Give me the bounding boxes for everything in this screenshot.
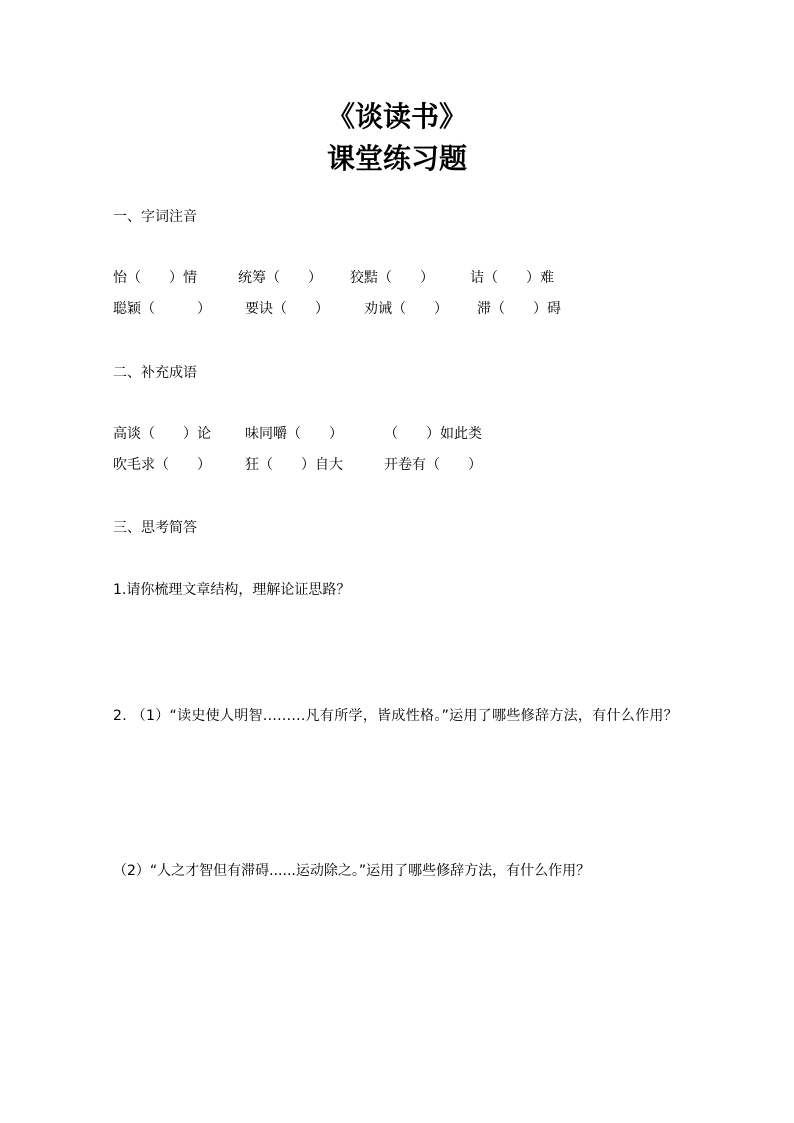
- pinyin-item: 诘（ ）难: [470, 270, 554, 286]
- pinyin-item: 聪颖（ ）: [113, 301, 211, 317]
- page-subtitle: 课堂练习题: [326, 142, 467, 175]
- page-title: 《谈读书》: [326, 100, 467, 133]
- idiom-item: 高谈（ ）论: [113, 426, 211, 442]
- idiom-item: 狂（ ）自大: [245, 457, 343, 473]
- pinyin-item: 劝诫（ ）: [364, 301, 448, 317]
- pinyin-item: 要诀（ ）: [245, 301, 329, 317]
- pinyin-item: 狡黠（ ）: [350, 270, 434, 286]
- section-heading-questions: 三、思考简答: [113, 520, 197, 536]
- section-heading-idioms: 二、补充成语: [113, 365, 197, 381]
- question-2-part-1: 2. （1）“读史使人明智.........凡有所学，皆成性格。”运用了哪些修辞方法，有什么作用？: [113, 708, 678, 724]
- idiom-item: 开卷有（ ）: [384, 457, 482, 473]
- idiom-item: （ ）如此类: [384, 426, 482, 442]
- question-1: 1.请你梳理文章结构，理解论证思路？: [113, 582, 351, 598]
- pinyin-item: 统筹（ ）: [238, 270, 322, 286]
- pinyin-item: 滞（ ）碍: [477, 301, 561, 317]
- idiom-item: 吹毛求（ ）: [113, 457, 211, 473]
- question-2-part-2: （2）“人之才智但有滞碍......运动除之。”运用了哪些修辞方法，有什么作用？: [113, 863, 591, 879]
- idiom-item: 味同嚼（ ）: [245, 426, 343, 442]
- section-heading-pronunciation: 一、字词注音: [113, 209, 197, 225]
- pinyin-item: 怡（ ）情: [113, 270, 197, 286]
